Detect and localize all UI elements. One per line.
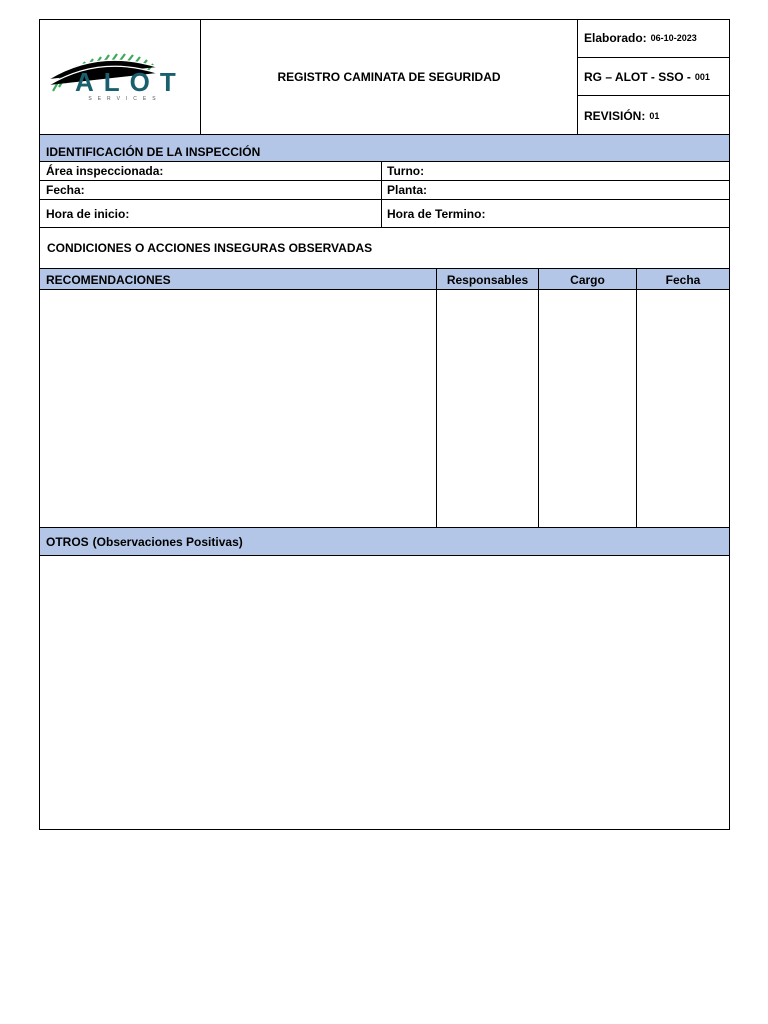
otros-header: [40, 528, 729, 556]
turno-label: Turno:: [387, 164, 425, 178]
col-responsables: [436, 269, 538, 290]
logo-subtext: SERVICES: [88, 96, 162, 102]
logo-cell: [39, 19, 201, 135]
hora-inicio-label: Hora de inicio:: [46, 206, 130, 221]
elaborado-cell: [578, 19, 730, 58]
fecha-label: Fecha:: [46, 183, 85, 197]
col-cargo-label: Cargo: [570, 272, 605, 287]
code-cell: [578, 58, 730, 96]
identificacion-title: IDENTIFICACIÓN DE LA INSPECCIÓN: [46, 145, 261, 159]
recomendaciones-body-cell[interactable]: [40, 290, 436, 527]
revision-cell: [578, 96, 730, 135]
logo-text: ALOT: [75, 67, 186, 97]
identificacion-header: [40, 135, 729, 162]
elaborado-value: 06-10-2023: [650, 33, 697, 43]
col-recomendaciones-label: RECOMENDACIONES: [46, 272, 171, 287]
condiciones-header: [39, 227, 730, 269]
revision-value: 01: [649, 110, 660, 121]
area-field[interactable]: [40, 162, 382, 181]
code-value: 001: [694, 71, 710, 82]
cargo-body-cell[interactable]: [538, 290, 636, 527]
responsables-body-cell[interactable]: [436, 290, 538, 527]
otros-title-rest: (Observaciones Positivas): [92, 534, 243, 549]
col-cargo: [538, 269, 636, 290]
col-fecha: [636, 269, 729, 290]
hora-termino-field[interactable]: [382, 200, 729, 227]
hora-inicio-field[interactable]: [40, 200, 382, 227]
elaborado-label: Elaborado:: [584, 31, 647, 45]
turno-field[interactable]: [382, 162, 729, 181]
fecha-field[interactable]: [40, 181, 382, 200]
fecha-body-cell[interactable]: [636, 290, 729, 527]
planta-field[interactable]: [382, 181, 729, 200]
area-label: Área inspeccionada:: [46, 164, 164, 178]
code-label: RG – ALOT - SSO -: [584, 69, 691, 84]
col-responsables-label: Responsables: [446, 272, 529, 287]
otros-body[interactable]: [40, 556, 729, 829]
hora-termino-label: Hora de Termino:: [387, 206, 486, 221]
col-fecha-label: Fecha: [665, 272, 701, 287]
condiciones-title: CONDICIONES O ACCIONES INSEGURAS OBSERVADAS: [47, 241, 373, 255]
otros-title-bold: OTROS: [46, 534, 89, 549]
form-title: [201, 19, 578, 135]
col-recomendaciones: [40, 269, 436, 290]
revision-label: REVISIÓN:: [584, 108, 646, 123]
planta-label: Planta:: [387, 183, 428, 197]
form-title-text: REGISTRO CAMINATA DE SEGURIDAD: [277, 70, 501, 84]
